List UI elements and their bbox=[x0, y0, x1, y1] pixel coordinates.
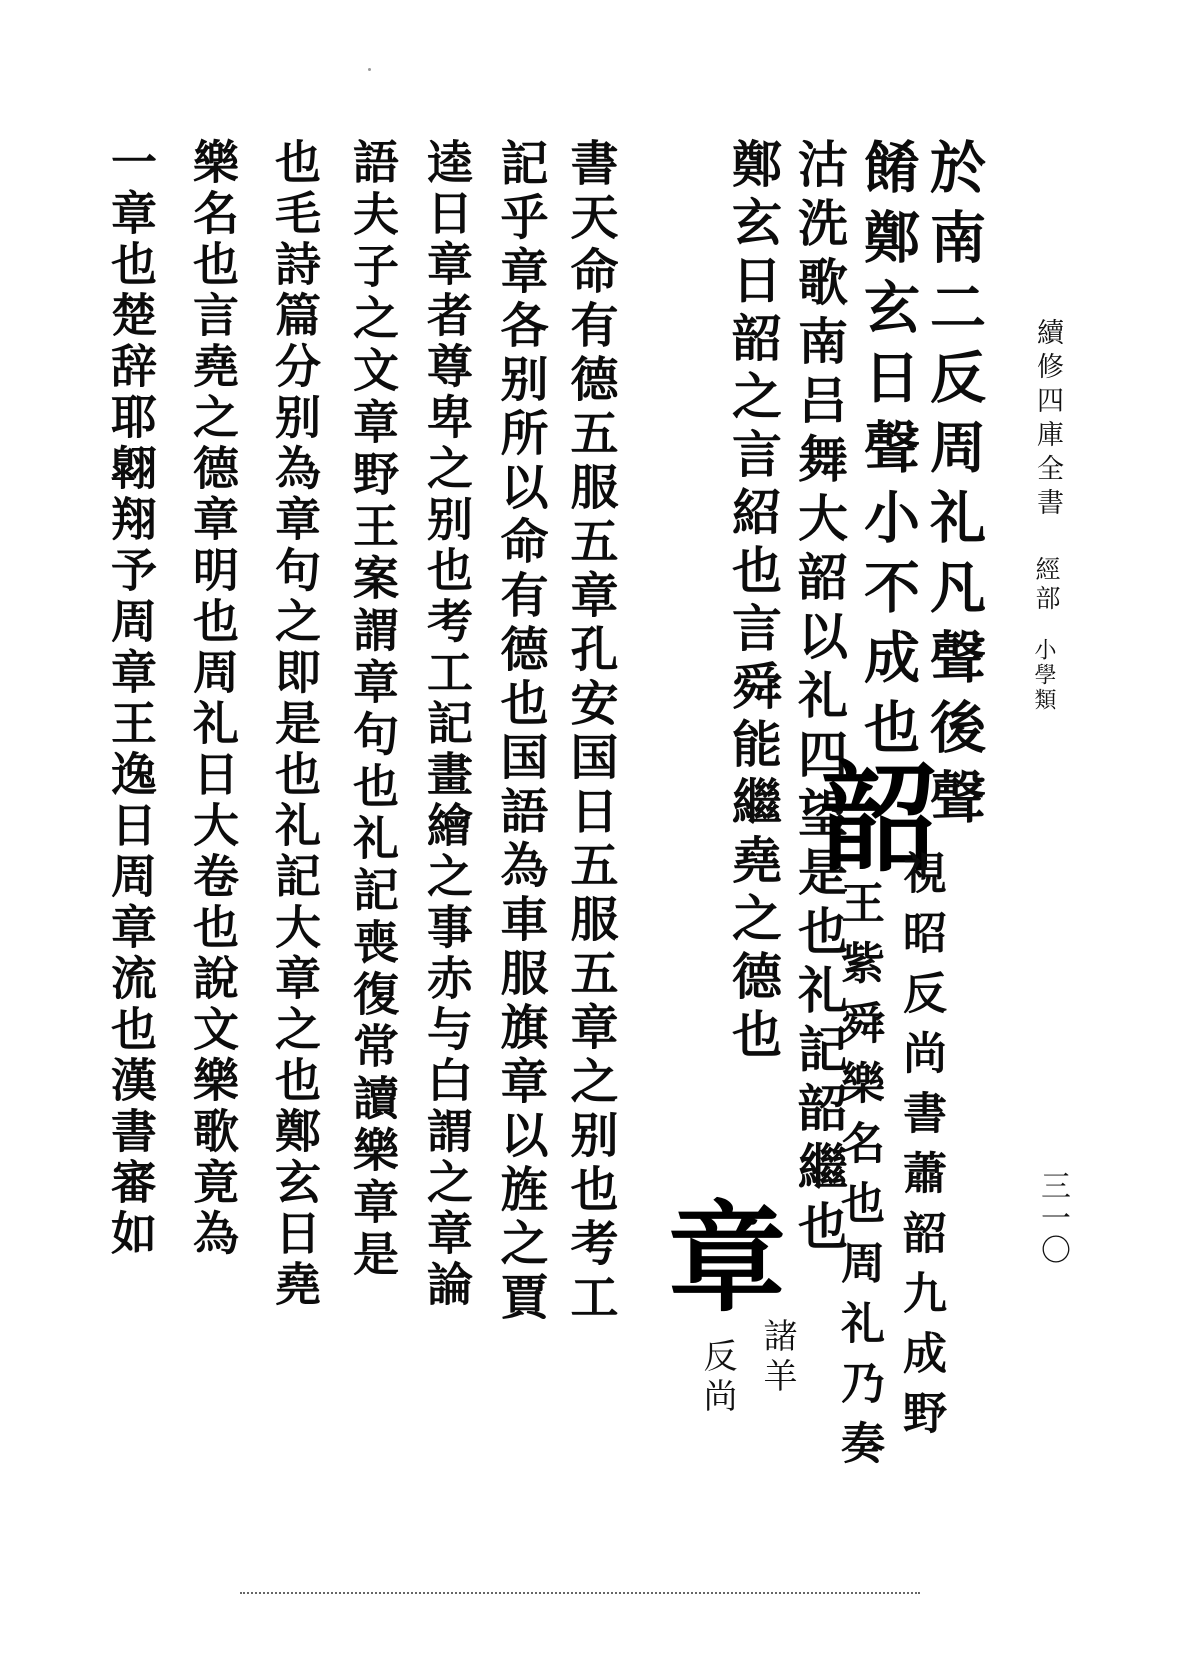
text-column-3: 沽洗歌南吕舞大韶以礼四望是也礼記韶繼也 bbox=[790, 138, 849, 1259]
collection-title: 續修四庫全書 bbox=[1032, 318, 1063, 522]
text-column-5: 書天命有德五服五章孔安国日五服五章之别也考工 bbox=[562, 138, 618, 1326]
text-column-4: 鄭玄日韶之言紹也言舜能繼堯之德也 bbox=[724, 138, 783, 1066]
headword-zhang-note-a: 諸羊 bbox=[757, 1318, 797, 1398]
section-label: 經部 bbox=[1032, 556, 1061, 614]
text-column-2: 餚鄭玄日聲小不成也 bbox=[855, 138, 921, 768]
scan-edge-rule bbox=[240, 1592, 920, 1594]
headword-shao-gloss: 王紫舜樂名也周礼乃奏 bbox=[833, 880, 884, 1480]
text-column-1: 於南二反周礼凡聲後聲 bbox=[921, 138, 987, 838]
headword-shao-reading: 視昭反尚書蕭韶九成野 bbox=[895, 850, 946, 1450]
subsection-label: 小學類 bbox=[1031, 638, 1056, 713]
headword-zhang: 章 bbox=[668, 1189, 787, 1328]
text-column-11: 一章也楚辞耶翺翔予周章王逸日周章流也漢書審如 bbox=[104, 138, 158, 1260]
running-header bbox=[1028, 318, 1068, 838]
text-column-7: 逵日章者尊卑之别也考工記畫繪之事赤与白謂之章論 bbox=[420, 138, 474, 1311]
headword-zhang-note-b: 反尚 bbox=[697, 1338, 737, 1418]
page-number: 三一〇 bbox=[1035, 1170, 1070, 1266]
headword-shao: 韶 bbox=[820, 749, 939, 888]
text-column-10: 樂名也言堯之德章明也周礼日大卷也說文樂歌竟為 bbox=[186, 138, 240, 1260]
scan-speck bbox=[368, 68, 371, 71]
text-column-8: 語夫子之文章野王案謂章句也礼記喪復常讀樂章是 bbox=[346, 138, 400, 1282]
text-column-9: 也毛詩篇分别為章句之即是也礼記大章之也鄭玄日堯 bbox=[268, 138, 322, 1311]
text-column-6: 記乎章各别所以命有德也国語為車服旗章以旌之賈 bbox=[492, 138, 548, 1326]
